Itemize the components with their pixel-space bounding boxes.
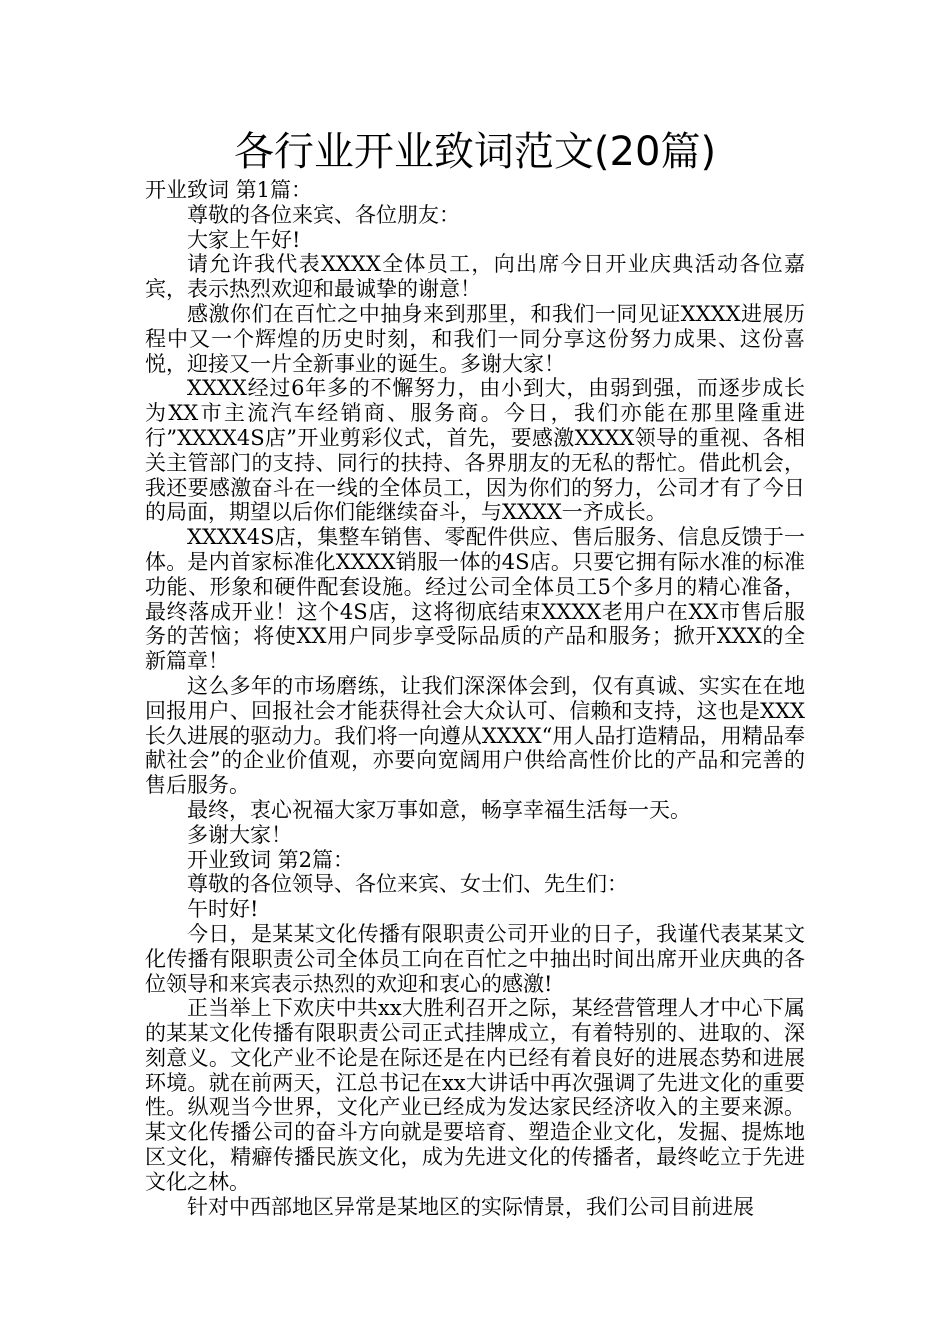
- paragraph: 多谢大家！: [187, 822, 292, 847]
- paragraph: 大家上午好!: [187, 227, 301, 252]
- paragraph: XXXX4S店，集整车销售、零配件供应、售后服务、信息反馈于一体。是内首家标准化XXXX销服一体的4S店。只要它拥有际水准的标准功能、形象和硬件配套设施。经过公司全体员工5个多月的精心准备，最终落成开业！这个4S店，这将彻底结束XXXX老用户在XX市售后服务的苦恼；将使XX用户同步享受际品质的产品和服务；掀开XXX的全新篇章！: [145, 525, 805, 674]
- section-heading: 开业致词 第1篇：: [145, 178, 313, 202]
- paragraph: XXXX经过6年多的不懈努力，由小到大，由弱到强，而逐步成长为XX市主流汽车经销商、服务商。今日，我们亦能在那里隆重进行”XXXX4S店”开业剪彩仪式，首先，要感激XXXX领导的重视、各相关主管部门的支持、同行的扶持、各界朋友的无私的帮忙。借此机会，我还要感激奋斗在一线的全体员工，因为你们的努力，公司才有了今日的局面，期望以后你们能继续奋斗，与XXXX一齐成长。: [145, 376, 805, 525]
- paragraph: 正当举上下欢庆中共xx大胜利召开之际，某经营管理人才中心下属的某某文化传播有限职责公司正式挂牌成立，有着特别的、进取的、深刻意义。文化产业不论是在际还是在内已经有着良好的进展态势和进展环境。就在前两天，江总书记在xx大讲话中再次强调了先进文化的重要性。纵观当今世界，文化产业已经成为发达家民经济收入的主要来源。某文化传播公司的奋斗方向就是要培育、塑造企业文化，发掘、提炼地区文化，精癖传播民族文化，成为先进文化的传播者，最终屹立于先进文化之林。: [145, 996, 805, 1194]
- paragraph: 最终，衷心祝福大家万事如意，畅享幸福生活每一天。: [187, 797, 691, 822]
- paragraph: 这么多年的市场磨练，让我们深深体会到，仅有真诚、实实在在地回报用户、回报社会才能获得社会大众认可、信赖和支持，这也是XXX长久进展的驱动力。我们将一向遵从XXXX“用人品打造精品，用精品奉献社会”的企业价值观，亦要向宽阔用户供给高性价比的产品和完善的售后服务。: [145, 673, 805, 798]
- paragraph: 针对中西部地区异常是某地区的实际情景，我们公司目前进展: [187, 1194, 754, 1219]
- document-title: 各行业开业致词范文(20篇): [233, 129, 717, 175]
- section-heading: 开业致词 第2篇：: [187, 847, 355, 872]
- paragraph: 今日，是某某文化传播有限职责公司开业的日子，我谨代表某某文化传播有限职责公司全体员工向在百忙之中抽出时间出席开业庆典的各位领导和来宾表示热烈的欢迎和衷心的感激!: [145, 921, 805, 996]
- paragraph: 感激你们在百忙之中抽身来到那里，和我们一同见证XXXX进展历程中又一个辉煌的历史时刻，和我们一同分享这份努力成果、这份喜悦，迎接又一片全新事业的诞生。多谢大家！: [145, 301, 805, 376]
- paragraph: 午时好!: [187, 897, 259, 922]
- document-body: [145, 178, 805, 1219]
- paragraph: 请允许我代表XXXX全体员工，向出席今日开业庆典活动各位嘉宾，表示热烈欢迎和最诚挚的谢意！: [145, 252, 805, 302]
- paragraph: 尊敬的各位领导、各位来宾、女士们、先生们：: [187, 872, 628, 897]
- paragraph: 尊敬的各位来宾、各位朋友：: [187, 202, 460, 227]
